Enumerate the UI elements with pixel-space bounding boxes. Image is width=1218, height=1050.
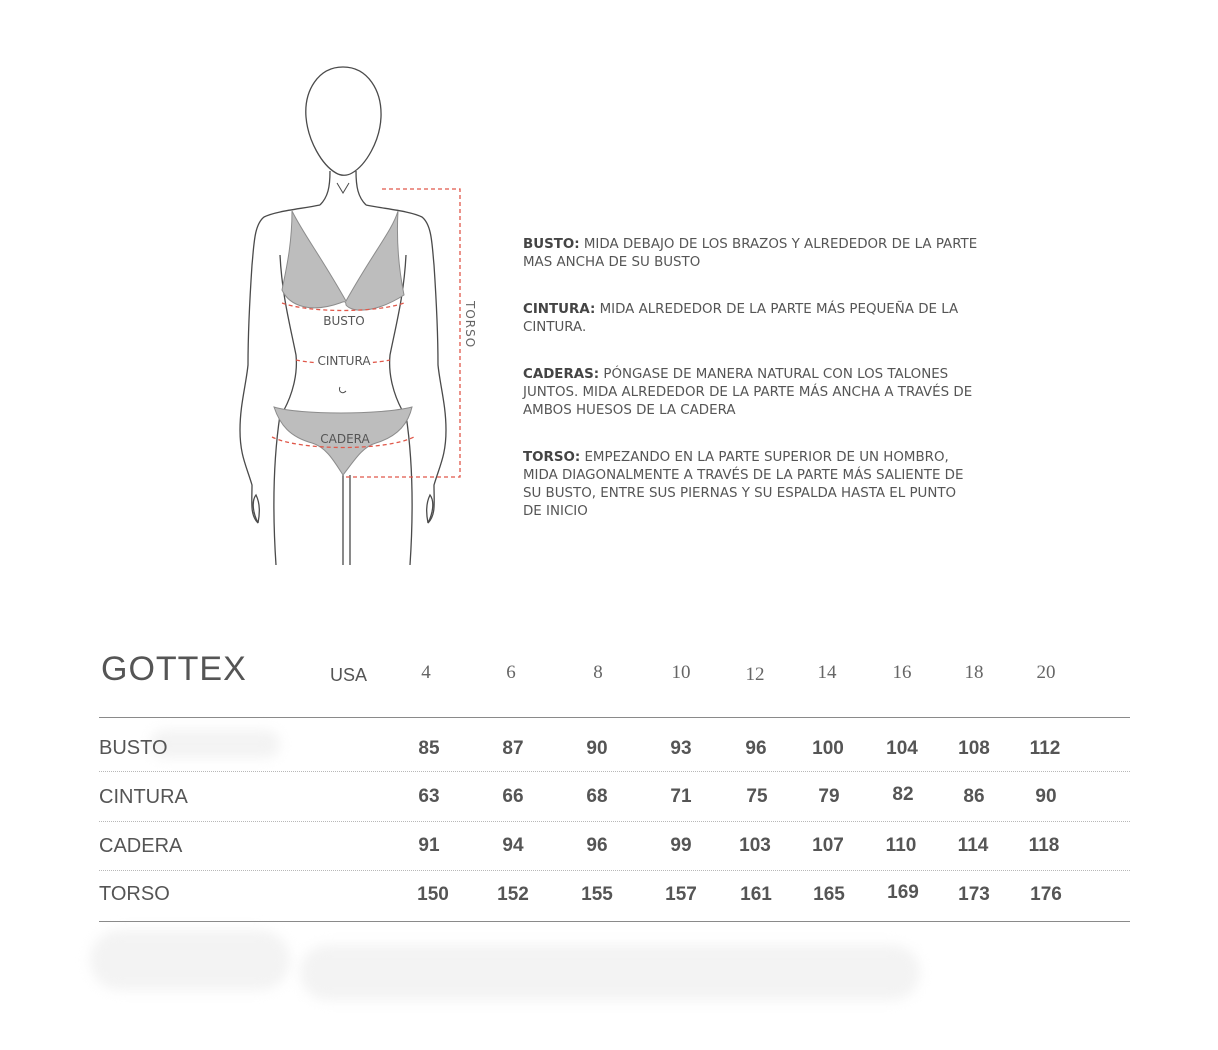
head-outline (306, 67, 381, 175)
table-cell: 99 (670, 835, 692, 856)
instruction-text: EMPEZANDO EN LA PARTE SUPERIOR DE UN HOMBRO, MIDA DIAGONALMENTE A TRAVÉS DE LA PARTE MÁS SALIENTE DE SU BUSTO, ENTRE SUS PIERNAS Y SU ESPALDA HASTA EL PUNTO DE INICIO (523, 450, 964, 519)
size-header: 6 (506, 662, 516, 683)
table-header-rule (99, 717, 1130, 718)
background-smudge (90, 930, 290, 990)
neck-outline (320, 171, 366, 205)
size-header: 8 (593, 662, 603, 683)
bikini-top (282, 211, 404, 310)
instruction-term: CADERAS: (523, 367, 600, 382)
table-cell: 68 (586, 786, 608, 807)
row-label: TORSO (99, 883, 170, 905)
figure-label-cadera: CADERA (320, 432, 370, 446)
table-cell: 90 (586, 738, 608, 759)
table-cell: 118 (1028, 835, 1060, 856)
instruction-term: BUSTO: (523, 237, 580, 252)
table-cell: 96 (745, 738, 767, 759)
table-cell: 82 (892, 784, 914, 805)
table-cell: 110 (885, 835, 917, 856)
size-header: 14 (817, 662, 837, 683)
size-region-label: USA (330, 665, 368, 685)
table-cell: 176 (1030, 884, 1062, 905)
table-cell: 155 (581, 884, 613, 905)
size-header: 16 (892, 662, 912, 683)
table-cell: 108 (958, 738, 990, 759)
row-divider (99, 771, 1130, 772)
table-cell: 100 (812, 738, 844, 759)
table-cell: 107 (812, 835, 844, 856)
row-divider (99, 821, 1130, 822)
table-cell: 169 (887, 882, 919, 903)
row-label: CINTURA (99, 786, 188, 808)
instruction-text: MIDA ALREDEDOR DE LA PARTE MÁS PEQUEÑA DE LA CINTURA. (523, 302, 959, 335)
table-cell: 104 (886, 738, 918, 759)
size-header: 20 (1036, 662, 1056, 683)
table-cell: 90 (1035, 786, 1057, 807)
instruction-term: CINTURA: (523, 302, 596, 317)
figure-label-torso: TORSO (463, 301, 477, 349)
table-cell: 150 (417, 884, 449, 905)
measurement-instructions (523, 236, 978, 550)
table-cell: 86 (963, 786, 985, 807)
table-cell: 85 (418, 738, 440, 759)
size-header: 12 (745, 664, 765, 685)
figure-label-busto: BUSTO (323, 314, 365, 328)
table-bottom-rule (99, 921, 1130, 922)
table-cell: 157 (665, 884, 697, 905)
table-cell: 173 (958, 884, 990, 905)
figure-label-cintura: CINTURA (317, 354, 371, 368)
instruction-term: TORSO: (523, 450, 581, 465)
size-header: 10 (671, 662, 691, 683)
instruction-text: MIDA DEBAJO DE LOS BRAZOS Y ALREDEDOR DE LA PARTE MAS ANCHA DE SU BUSTO (523, 237, 978, 270)
body-measurement-figure (200, 55, 520, 575)
table-cell: 93 (670, 738, 692, 759)
table-cell: 161 (740, 884, 772, 905)
size-header: 4 (421, 662, 431, 683)
table-cell: 66 (502, 786, 524, 807)
table-cell: 96 (586, 835, 608, 856)
table-cell: 79 (818, 786, 840, 807)
instruction-torso (523, 449, 978, 521)
size-header: 18 (964, 662, 984, 683)
table-cell: 75 (746, 786, 768, 807)
table-cell: 71 (670, 786, 692, 807)
brand-name: GOTTEX (101, 650, 247, 688)
instruction-text: PÓNGASE DE MANERA NATURAL CON LOS TALONES JUNTOS. MIDA ALREDEDOR DE LA PARTE MÁS ANCHA A TRAVÉS DE AMBOS HUESOS DE LA CADERA (523, 367, 973, 418)
table-cell: 165 (813, 884, 845, 905)
table-cell: 91 (418, 835, 440, 856)
table-cell: 112 (1029, 738, 1061, 759)
instruction-cintura (523, 301, 978, 337)
background-smudge (150, 730, 280, 758)
table-cell: 152 (497, 884, 529, 905)
background-smudge (300, 945, 920, 1000)
table-cell: 103 (739, 835, 771, 856)
row-label: BUSTO (99, 737, 168, 759)
instruction-busto (523, 236, 978, 272)
row-divider (99, 870, 1130, 871)
instruction-caderas (523, 366, 978, 420)
row-label: CADERA (99, 835, 183, 857)
table-cell: 114 (957, 835, 989, 856)
table-cell: 63 (418, 786, 440, 807)
table-cell: 87 (502, 738, 524, 759)
table-cell: 94 (502, 835, 524, 856)
